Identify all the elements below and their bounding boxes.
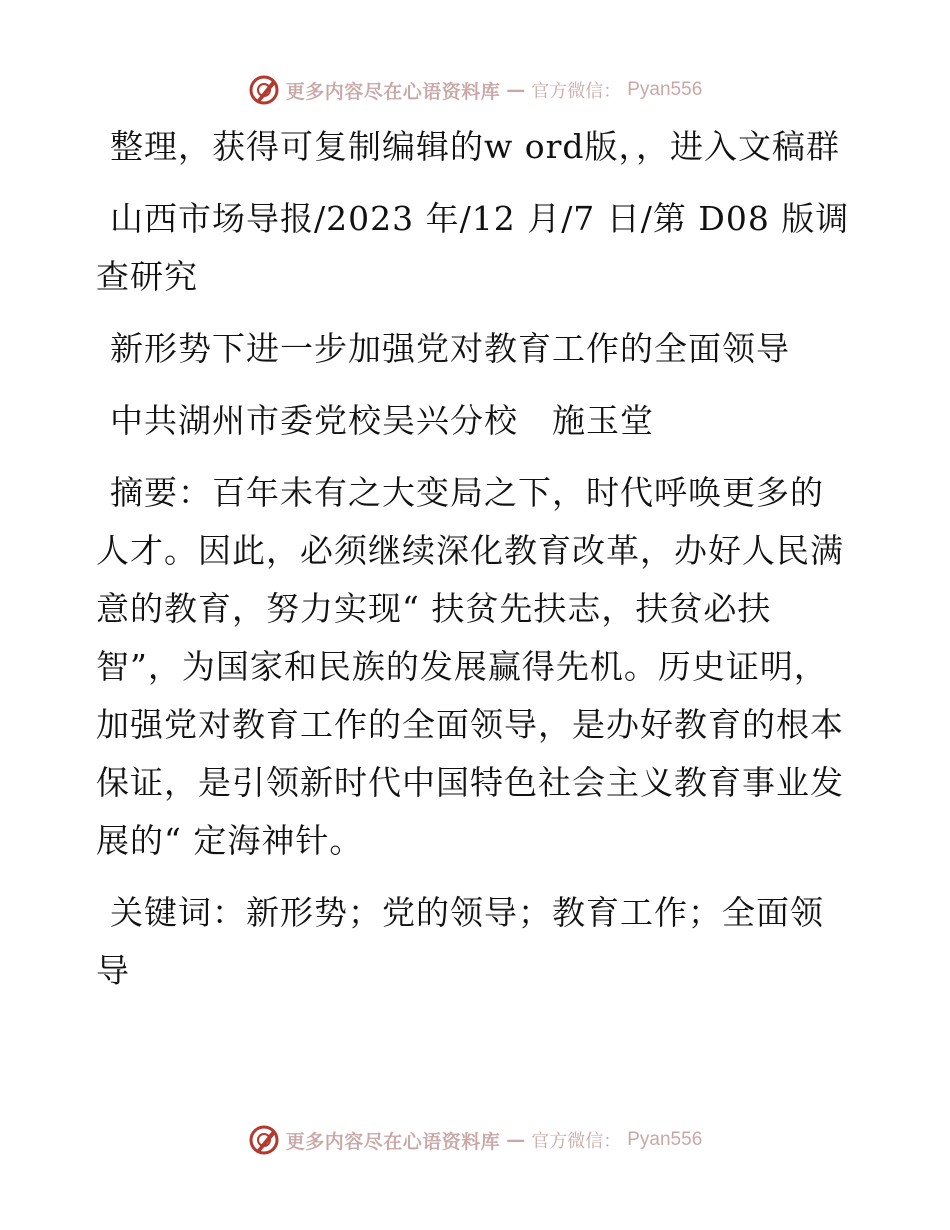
watermark-wechat-label: 官方微信：	[531, 81, 622, 102]
keywords-paragraph: 关键词：新形势；党的领导；教育工作；全面领导	[96, 893, 824, 990]
footer-watermark	[0, 1120, 950, 1160]
document-body	[96, 118, 856, 1014]
abstract-paragraph: 摘要：百年未有之大变局之下，时代呼唤更多的人才。因此，必须继续深化教育改革，办好人民满意的教育，努力实现“ 扶贫先扶志，扶贫必扶智”，为国家和民族的发展赢得先机。历史证明，加强党对教育工作的全面领导，是办好教育的根本保证，是引领新时代中国特色社会主义教育事业发展的“ 定海神针。	[96, 473, 844, 860]
watermark-slogan: 更多内容尽在心语资料库	[285, 1130, 501, 1153]
watermark-wechat-id: Pyan556	[627, 1129, 703, 1150]
watermark-dash: —	[506, 79, 526, 101]
note-paragraph: 整理，获得可复制编辑的w ord版，，进入文稿群	[110, 127, 841, 166]
author-line: 中共湖州市委党校吴兴分校 施玉堂	[110, 401, 654, 440]
pen-logo-icon	[248, 74, 280, 106]
header-watermark	[0, 70, 950, 110]
watermark-slogan: 更多内容尽在心语资料库	[285, 80, 501, 103]
watermark-wechat-id: Pyan556	[627, 79, 703, 100]
pen-logo-icon	[248, 1124, 280, 1156]
article-title: 新形势下进一步加强党对教育工作的全面领导	[110, 329, 790, 368]
source-line: 山西市场导报/2023 年/12 月/7 日/第 D08 版调查研究	[96, 199, 850, 296]
watermark-dash: —	[506, 1129, 526, 1151]
watermark-wechat-label: 官方微信：	[531, 1131, 622, 1152]
